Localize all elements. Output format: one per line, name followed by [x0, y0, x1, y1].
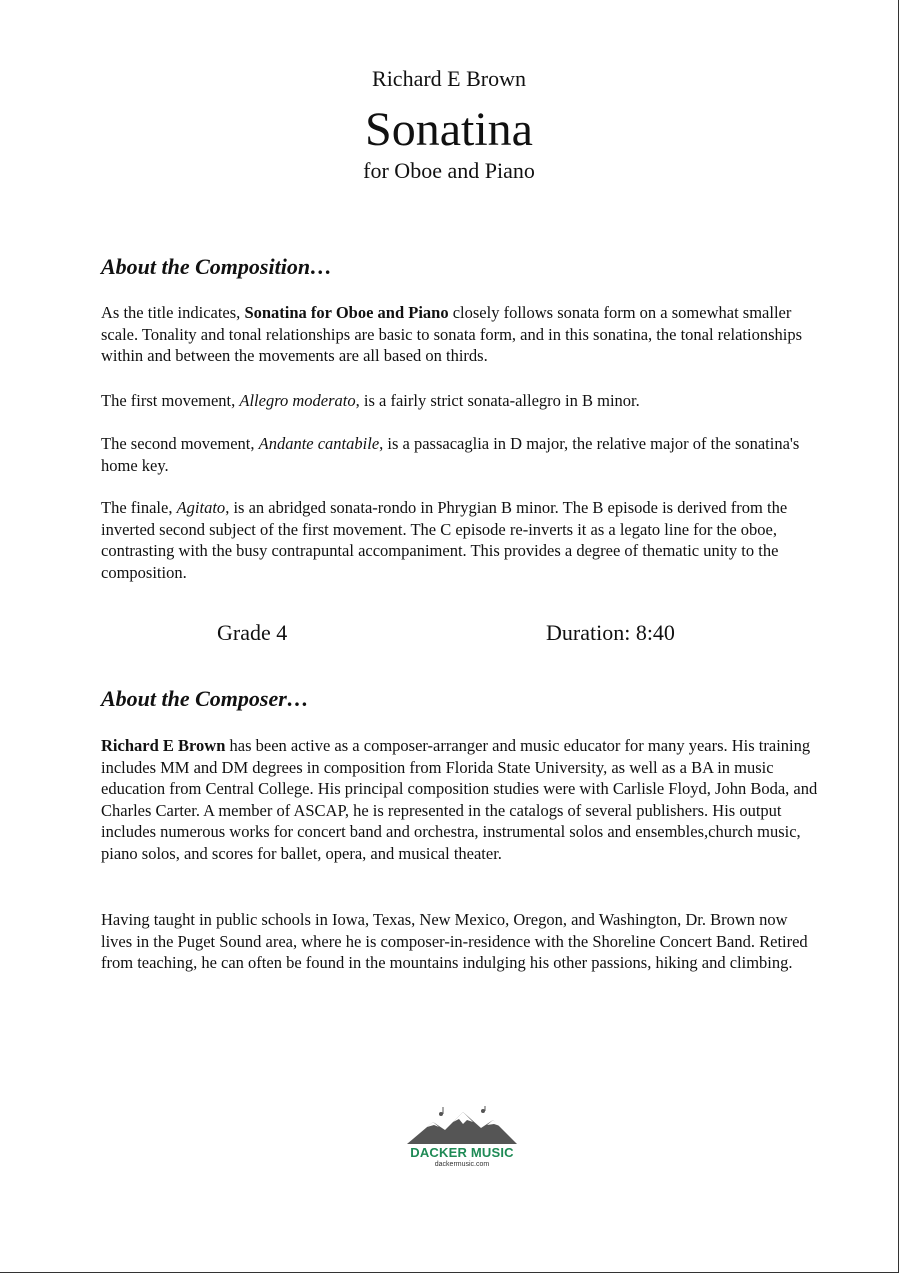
composition-paragraph-1: [101, 302, 831, 367]
page-title: Sonatina: [365, 103, 533, 156]
logo-url: dackermusic.com: [434, 1161, 490, 1168]
page-subtitle: for Oboe and Piano: [363, 158, 535, 183]
duration-label: Duration: 8:40: [546, 620, 675, 645]
text-run: The finale,: [101, 498, 177, 517]
composer-paragraph-2: Having taught in public schools in Iowa, Texas, New Mexico, Oregon, and Washington, Dr. Brown now lives in the Puget Sound area, where he is composer-in-residence with the Shoreline Concert Band. Retired from teaching, he can often be found in the mountains indulging his other passions, hiking and climbing.: [101, 910, 808, 972]
text-run: As the title indicates,: [101, 303, 245, 322]
bold-title-run: Sonatina for Oboe and Piano: [244, 303, 449, 322]
text-run: has been active as a composer-arranger and music educator for many years. His training includes MM and DM degrees in composition from Florida State University, as well as a BA in music education from Central College. His principal composition studies were with Carlisle Floyd, John Boda, and Charles Carter. A member of ASCAP, he is represented in the catalogs of several publishers. His output includes numerous works for concert band and orchestra, instrumental solos and ensembles,church music, piano solos, and scores for ballet, opera, and musical theater.: [101, 736, 818, 863]
text-run: , is a fairly strict sonata-allegro in B minor.: [355, 391, 640, 410]
composition-paragraph-4: [101, 497, 831, 583]
text-run: The first movement,: [101, 391, 240, 410]
mountain-music-logo-icon: [403, 1106, 521, 1146]
text-run: closely follows sonata form on a somewhat smaller scale. Tonality and tonal relationships are basic to sonata form, and in this sonatina, the tonal relationships within and between the movements are all based on thirds.: [101, 303, 803, 365]
bold-name-run: Richard E Brown: [101, 736, 226, 755]
publisher-logo: [400, 1106, 524, 1178]
composition-paragraph-2: [101, 390, 831, 412]
composition-heading: About the Composition…: [101, 254, 333, 279]
italic-tempo-run: Agitato: [176, 498, 226, 517]
composer-heading: About the Composer…: [101, 686, 309, 711]
text-run: , is an abridged sonata-rondo in Phrygian B minor. The B episode is derived from the inverted second subject of the first movement. The C episode re-inverts it as a legato line for the oboe, contrasting with the busy contrapuntal accompaniment. This provides a degree of thematic unity to the composition.: [101, 498, 788, 582]
composition-paragraph-3: [101, 433, 831, 476]
italic-tempo-run: Allegro moderato: [239, 391, 356, 410]
logo-name: DACKER MUSIC: [410, 1145, 514, 1160]
composer-name: Richard E Brown: [372, 66, 526, 91]
grade-label: Grade 4: [217, 620, 288, 645]
italic-tempo-run: Andante cantabile: [258, 434, 380, 453]
text-run: The second movement,: [101, 434, 259, 453]
composer-paragraph-1: [101, 735, 821, 864]
text-run: , is a passacaglia in D major, the relative major of the sonatina's home key.: [101, 434, 800, 475]
